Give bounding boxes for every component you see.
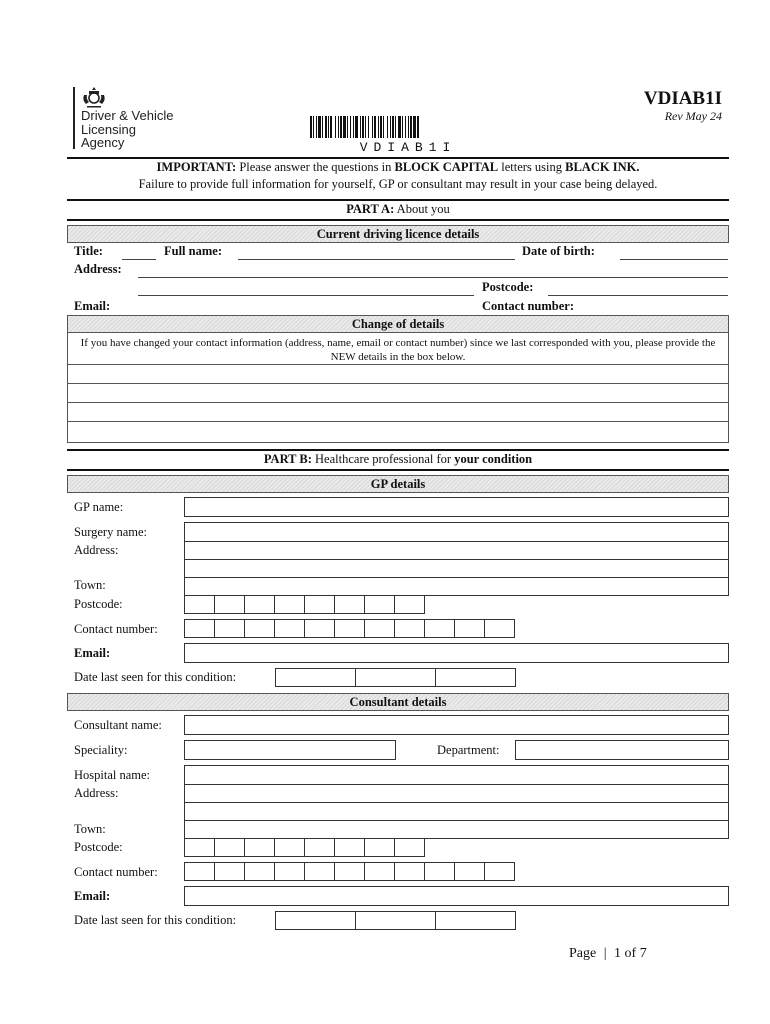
consultant-date-last-seen-cells[interactable] <box>275 911 516 930</box>
hospital-town-label: Town: <box>74 822 106 836</box>
surgery-name-input[interactable] <box>184 522 729 542</box>
gp-address-input-2[interactable] <box>184 559 729 578</box>
page-number <box>569 946 647 962</box>
gp-details-heading: GP details <box>67 475 729 493</box>
logo-bar <box>73 87 75 149</box>
gp-email-input[interactable] <box>184 643 729 663</box>
address-field-line-2[interactable] <box>138 295 474 296</box>
dob-label: Date of birth: <box>522 244 595 258</box>
divider <box>67 449 729 451</box>
gp-date-last-seen-label: Date last seen for this condition: <box>74 670 237 684</box>
part-b-label: PART B: <box>263 452 312 466</box>
full-name-label: Full name: <box>164 244 222 258</box>
agency-line: Licensing <box>81 121 136 137</box>
hospital-address-input-1[interactable] <box>184 784 729 803</box>
important-label: IMPORTANT: <box>156 160 237 174</box>
licence-details-heading: Current driving licence details <box>67 225 729 243</box>
page-separator: | <box>603 946 607 961</box>
postcode-field[interactable] <box>548 295 728 296</box>
hospital-postcode-label: Postcode: <box>74 840 123 854</box>
part-a-title: About you <box>394 202 450 216</box>
part-a-label: PART A: <box>346 202 395 216</box>
hospital-address-label: Address: <box>74 786 119 800</box>
instructions-line-1 <box>67 160 729 175</box>
contact-number-label: Contact number: <box>482 299 575 313</box>
gp-email-label: Email: <box>74 646 111 660</box>
consultant-email-input[interactable] <box>184 886 729 906</box>
part-b-heading <box>67 452 729 467</box>
change-details-row[interactable] <box>67 402 729 422</box>
consultant-name-input[interactable] <box>184 715 729 735</box>
change-details-row[interactable] <box>67 364 729 384</box>
black-ink-text: BLACK INK. <box>565 160 640 174</box>
divider <box>67 219 729 221</box>
full-name-field[interactable] <box>238 259 515 260</box>
change-of-details-note: If you have changed your contact information (address, name, email or contact number) since we last corresponded with you, please provide the NEW details in the box below. <box>80 337 716 363</box>
gp-postcode-label: Postcode: <box>74 597 123 611</box>
agency-line: Driver & Vehicle <box>81 108 174 123</box>
speciality-label: Speciality: <box>74 743 128 757</box>
part-b-title: Healthcare professional for <box>311 452 455 466</box>
block-capital-text: BLOCK CAPITAL <box>394 160 499 174</box>
instructions-line-2: Failure to provide full information for yourself, GP or consultant may result in your case being delayed. <box>138 177 658 191</box>
consultant-details-heading: Consultant details <box>67 693 729 711</box>
page-label: Page <box>569 946 597 961</box>
consultant-name-label: Consultant name: <box>74 718 162 732</box>
title-label: Title: <box>74 244 103 258</box>
gp-postcode-cells[interactable] <box>184 595 425 614</box>
form-code: VDIAB1I <box>643 88 722 109</box>
speciality-input[interactable] <box>184 740 396 760</box>
divider <box>67 157 729 159</box>
instruction-text: Please answer the questions in <box>236 160 395 174</box>
consultant-contact-number-cells[interactable] <box>184 862 515 881</box>
hospital-name-input[interactable] <box>184 765 729 785</box>
hospital-postcode-cells[interactable] <box>184 838 425 857</box>
address-label: Address: <box>74 262 122 276</box>
divider <box>67 469 729 471</box>
royal-crest-icon <box>81 86 107 108</box>
part-a-heading <box>67 202 729 217</box>
barcode-image <box>310 116 496 138</box>
postcode-label: Postcode: <box>482 280 534 294</box>
gp-date-last-seen-cells[interactable] <box>275 668 516 687</box>
gp-town-label: Town: <box>74 578 106 592</box>
gp-address-label: Address: <box>74 543 119 557</box>
department-input[interactable] <box>515 740 729 760</box>
gp-contact-number-cells[interactable] <box>184 619 515 638</box>
surgery-name-label: Surgery name: <box>74 525 148 539</box>
change-details-row[interactable] <box>67 421 729 443</box>
department-label: Department: <box>437 743 500 757</box>
dob-field[interactable] <box>620 259 728 260</box>
consultant-email-label: Email: <box>74 889 111 903</box>
part-b-title-bold: your condition <box>454 452 533 466</box>
address-field-line-1[interactable] <box>138 277 728 278</box>
page-of: 1 of 7 <box>614 946 647 961</box>
agency-line: Agency <box>81 135 125 150</box>
agency-logo-text <box>81 109 173 150</box>
gp-town-input[interactable] <box>184 577 729 596</box>
hospital-name-label: Hospital name: <box>74 768 151 782</box>
email-label: Email: <box>74 299 111 313</box>
change-of-details-heading: Change of details <box>67 315 729 333</box>
consultant-date-last-seen-label: Date last seen for this condition: <box>74 913 237 927</box>
instruction-text: letters using <box>498 160 566 174</box>
gp-name-label: GP name: <box>74 500 124 514</box>
gp-address-input-1[interactable] <box>184 541 729 560</box>
gp-name-input[interactable] <box>184 497 729 517</box>
revision-date: Rev May 24 <box>664 109 722 123</box>
hospital-address-input-2[interactable] <box>184 802 729 821</box>
consultant-contact-number-label: Contact number: <box>74 865 158 879</box>
barcode-text: VDIAB1I <box>359 140 457 155</box>
divider <box>67 199 729 201</box>
change-details-row[interactable] <box>67 383 729 403</box>
title-field[interactable] <box>122 259 156 260</box>
hospital-town-input[interactable] <box>184 820 729 839</box>
gp-contact-number-label: Contact number: <box>74 622 158 636</box>
